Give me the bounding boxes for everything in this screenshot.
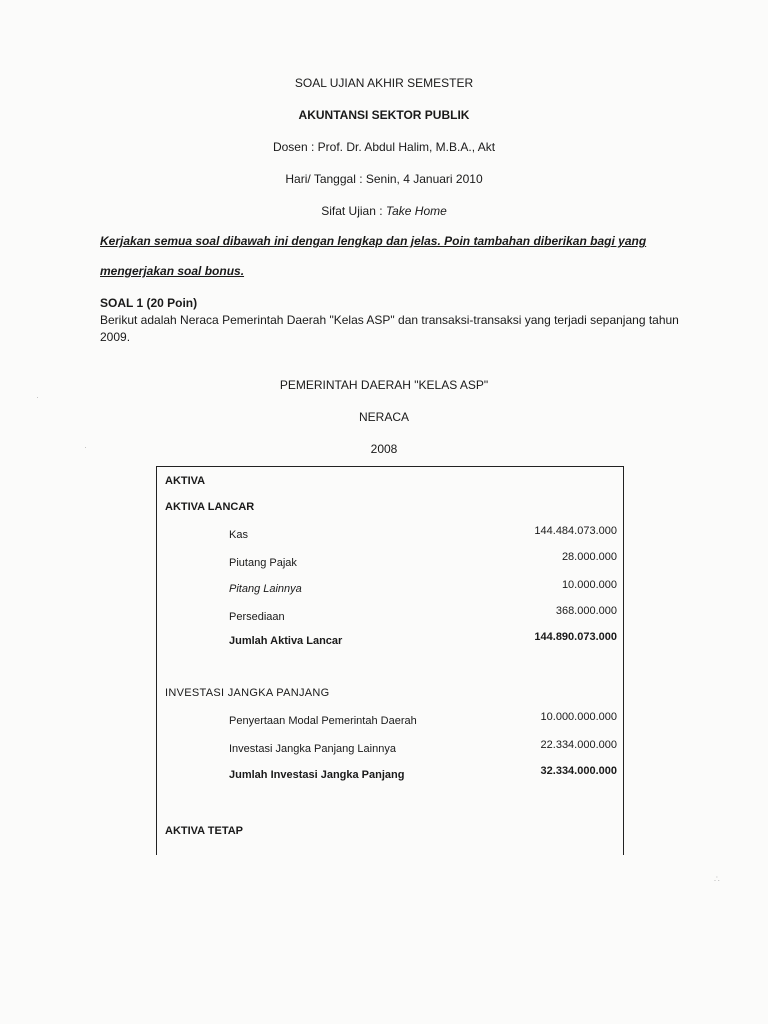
balance-sheet-table bbox=[156, 466, 624, 855]
row-label-piutang-pajak: Piutang Pajak bbox=[229, 557, 297, 569]
exam-title: SOAL UJIAN AKHIR SEMESTER bbox=[294, 76, 474, 90]
scan-speck: · bbox=[36, 392, 39, 402]
aktiva-tetap-heading: AKTIVA TETAP bbox=[165, 825, 244, 837]
row-value-persediaan: 368.000.000 bbox=[555, 605, 617, 617]
lecturer-line: Dosen : Prof. Dr. Abdul Halim, M.B.A., Akt bbox=[272, 140, 496, 154]
row-value-kas: 144.484.073.000 bbox=[534, 525, 617, 537]
exam-type-line bbox=[0, 204, 768, 218]
instruction-line-2: mengerjakan soal bonus. bbox=[100, 264, 245, 278]
row-value-penyertaan-modal: 10.000.000.000 bbox=[540, 711, 617, 723]
row-label-investasi-lainnya: Investasi Jangka Panjang Lainnya bbox=[229, 743, 396, 755]
exam-type-value: Take Home bbox=[385, 204, 447, 218]
row-value-piutang-lainnya: 10.000.000 bbox=[561, 579, 617, 591]
row-value-investasi-lainnya: 22.334.000.000 bbox=[540, 739, 617, 751]
investasi-heading: INVESTASI JANGKA PANJANG bbox=[165, 687, 330, 699]
scan-speck: ∴ bbox=[714, 874, 720, 884]
row-label-penyertaan-modal: Penyertaan Modal Pemerintah Daerah bbox=[229, 715, 417, 727]
row-label-persediaan: Persediaan bbox=[229, 611, 285, 623]
instruction-line-1: Kerjakan semua soal dibawah ini dengan lengkap dan jelas. Poin tambahan diberikan bagi yang bbox=[100, 234, 647, 248]
date-line: Hari/ Tanggal : Senin, 4 Januari 2010 bbox=[285, 172, 483, 186]
row-value-total-aktiva-lancar: 144.890.073.000 bbox=[534, 631, 617, 643]
scan-speck: · bbox=[84, 442, 87, 452]
exam-type-label: Sifat Ujian : bbox=[321, 204, 386, 218]
balance-year: 2008 bbox=[370, 442, 398, 456]
aktiva-lancar-heading: AKTIVA LANCAR bbox=[165, 501, 255, 513]
balance-entity: PEMERINTAH DAERAH "KELAS ASP" bbox=[279, 378, 489, 392]
row-label-total-investasi: Jumlah Investasi Jangka Panjang bbox=[229, 769, 405, 781]
question-1-text: Berikut adalah Neraca Pemerintah Daerah "Kelas ASP" dan transaksi-transaksi yang terjadi sepanjang tahun 2009. bbox=[100, 313, 679, 344]
row-value-piutang-pajak: 28.000.000 bbox=[561, 551, 617, 563]
aktiva-heading: AKTIVA bbox=[165, 475, 206, 487]
row-label-piutang-lainnya: Pitang Lainnya bbox=[229, 583, 302, 595]
row-label-total-aktiva-lancar: Jumlah Aktiva Lancar bbox=[229, 635, 343, 647]
course-title: AKUNTANSI SEKTOR PUBLIK bbox=[298, 108, 470, 122]
row-value-total-investasi: 32.334.000.000 bbox=[540, 765, 617, 777]
balance-title: NERACA bbox=[358, 410, 409, 424]
question-1-title: SOAL 1 (20 Poin) bbox=[100, 296, 198, 310]
row-label-kas: Kas bbox=[229, 529, 248, 541]
